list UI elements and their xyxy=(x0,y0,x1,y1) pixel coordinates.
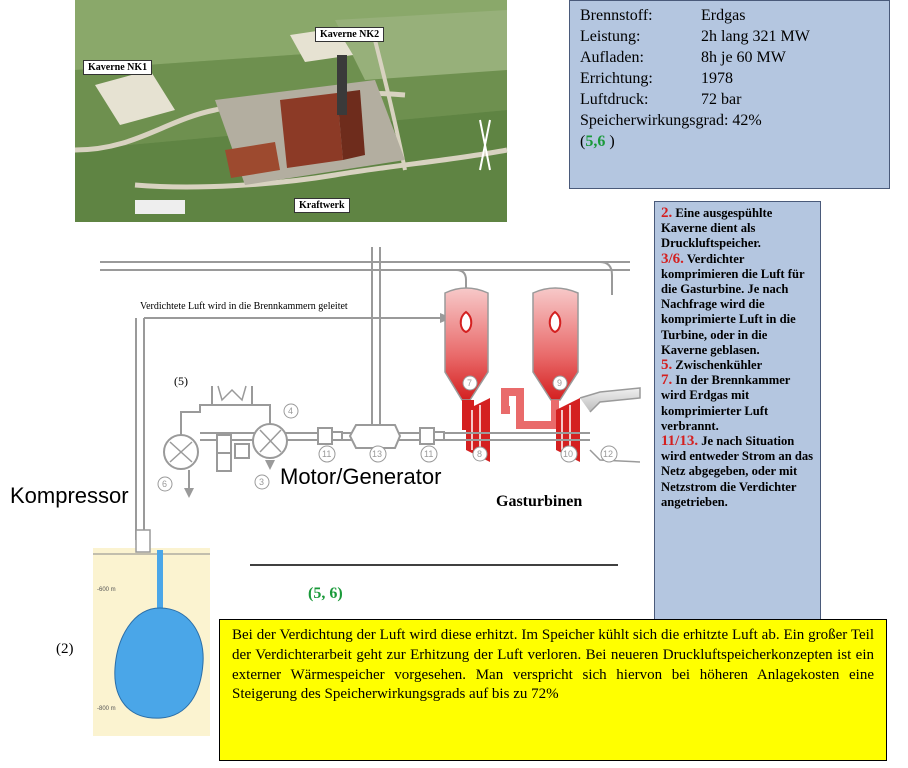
marker-12: 12 xyxy=(603,449,614,459)
note-text: Verdichter komprimieren die Luft für die Gasturbine. Je nach Nachfrage wird die komprimierte Luft in die Turbine, oder in die Kaverne geblasen. xyxy=(661,251,805,357)
gas-turbines-label: Gasturbinen xyxy=(496,493,583,510)
note-2 xyxy=(661,206,814,252)
vertical-pipes xyxy=(372,247,380,435)
label-kaverne-nk2: Kaverne NK2 xyxy=(315,27,384,42)
compressor-4 xyxy=(253,424,287,458)
note-3-6 xyxy=(661,252,814,358)
label-kraftwerk: Kraftwerk xyxy=(294,198,350,213)
note-number: 11/13. xyxy=(661,433,699,450)
spec-value: 2h lang 321 MW xyxy=(701,28,810,45)
marker-7: 7 xyxy=(467,378,473,388)
combustor-9 xyxy=(505,288,578,425)
marker-5-label: (5) xyxy=(174,374,188,388)
spec-key: Luftdruck: xyxy=(580,91,649,108)
spec-value: 1978 xyxy=(701,70,733,87)
note-text: Eine ausgespühlte Kaverne dient als Druckluftspeicher. xyxy=(661,206,773,251)
note-number: 3/6. xyxy=(661,250,684,267)
spec-key: Aufladen: xyxy=(580,49,644,66)
marker-9: 9 xyxy=(557,378,563,388)
note-number: 2. xyxy=(661,205,673,221)
marker-11-right: 11 xyxy=(424,449,434,459)
spec-key: Leistung: xyxy=(580,28,641,45)
reference-5-6: (5, 6) xyxy=(308,585,343,602)
marker-13: 13 xyxy=(372,449,383,459)
spec-efficiency: Speicherwirkungsgrad: 42% xyxy=(580,112,762,129)
marker-11-left: 11 xyxy=(322,449,332,459)
label-kaverne-nk1: Kaverne NK1 xyxy=(83,60,152,75)
marker-8: 8 xyxy=(477,449,483,459)
info-box: Bei der Verdichtung der Luft wird diese erhitzt. Im Speicher kühlt sich die erhitzte Luft ab. Ein großer Teil der Verdichterarbeit geht zur Erhitzung der Luft verloren. Bei neueren Druckluftspeicherkonzepten ist ein externer Wärmespeicher vorgesehen. Man verspricht sich hiervon bei höheren Anlagekosten eine Steigerung des Speicherwirkungsgrads auf bis zu 72% xyxy=(219,619,887,761)
motor-generator-13 xyxy=(350,425,400,448)
reference-2: (2) xyxy=(56,641,74,657)
clutch-11-left xyxy=(318,428,342,444)
marker-3: 3 xyxy=(259,477,265,487)
marker-6: 6 xyxy=(162,479,168,489)
spec-key: Brennstoff: xyxy=(580,7,653,24)
clutch-11-right xyxy=(420,428,444,444)
spec-value: 72 bar xyxy=(701,91,742,108)
spec-value: 8h je 60 MW xyxy=(701,49,786,66)
compressor-label: Kompressor xyxy=(10,483,129,508)
marker-4: 4 xyxy=(288,406,294,416)
note-text: In der Brennkammer wird Erdgas mit komprimierter Luft verbrannt. xyxy=(661,373,791,433)
cavern-feed-pipe xyxy=(130,530,160,560)
compressor-6 xyxy=(164,435,198,469)
depth-label-600: -600 m xyxy=(97,587,116,593)
spec-reference-numbers: 5,6 xyxy=(585,133,606,150)
note-11-13 xyxy=(661,434,814,510)
spec-reference: (5,6 ) xyxy=(580,133,615,150)
intercooler-5 xyxy=(181,386,270,435)
note-number: 7. xyxy=(661,372,673,389)
note-number: 5. xyxy=(661,357,673,374)
depth-label-800: -800 m xyxy=(97,706,116,712)
spec-key: Errichtung: xyxy=(580,70,653,87)
note-5 xyxy=(661,358,814,373)
air-line-label: Verdichtete Luft wird in die Brennkammern geleitet xyxy=(140,301,348,312)
marker-10: 10 xyxy=(563,449,574,459)
note-7 xyxy=(661,373,814,434)
spec-value: Erdgas xyxy=(701,7,746,24)
note-text: Zwischenkühler xyxy=(672,358,763,373)
motor-generator-label: Motor/Generator xyxy=(280,464,442,489)
note-text: Je nach Situation wird entweder Strom an das Netz abgegeben, oder mit Netzstrom die Verdichter angetrieben. xyxy=(661,434,814,509)
notes-box xyxy=(654,201,821,621)
